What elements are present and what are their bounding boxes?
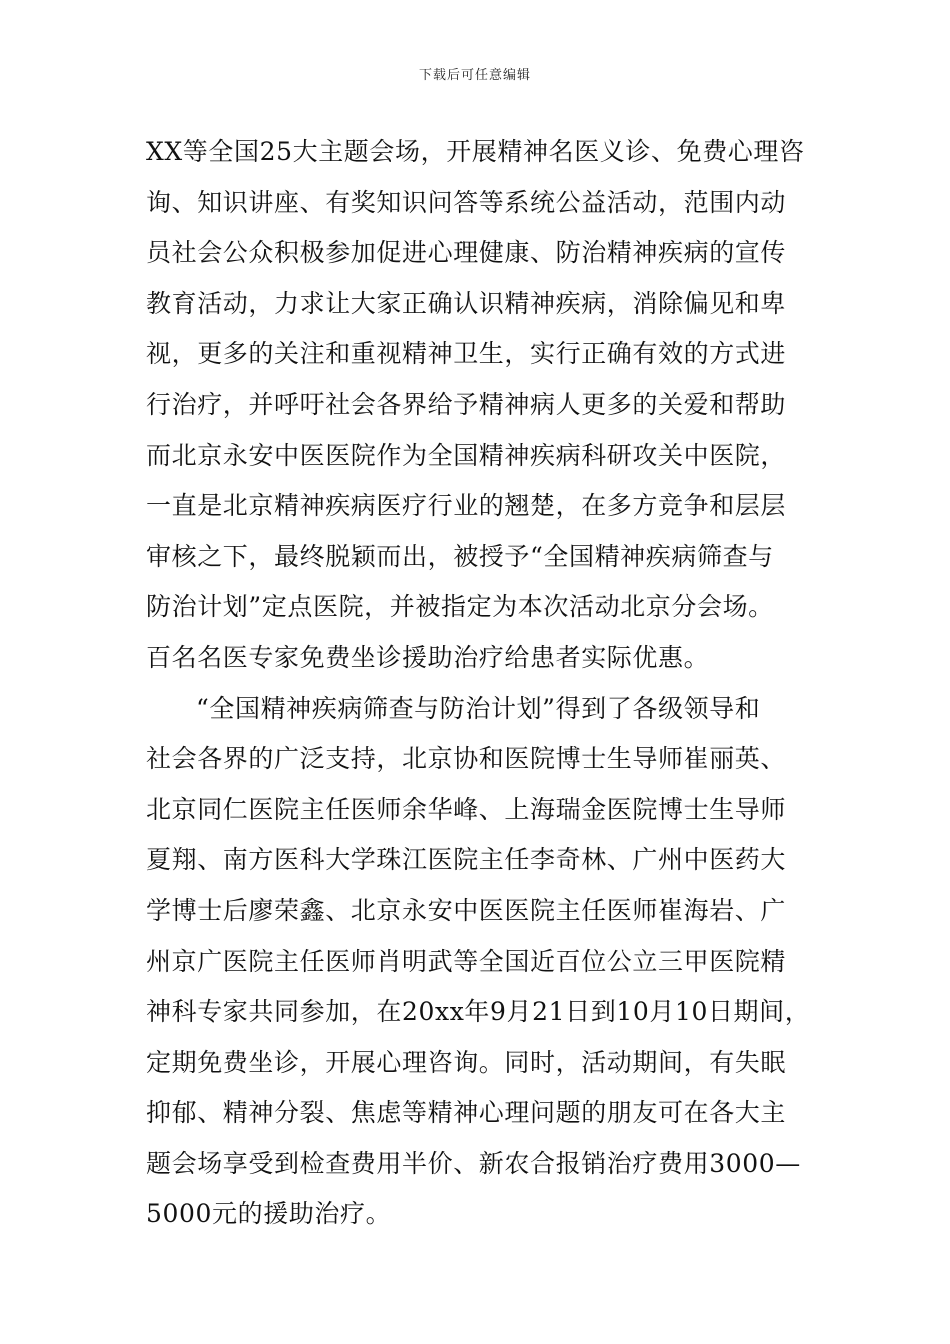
text-line: 神科专家共同参加，在20xx年9月21日到10月10日期间， [146,997,811,1027]
text-line: 社会各界的广泛支持，北京协和医院博士生导师崔丽英、 [146,744,787,774]
text-line: 一直是北京精神疾病医疗行业的翘楚，在多方竞争和层层 [146,491,787,521]
document-body [146,127,816,1240]
text-line: 行治疗，并呼吁社会各界给予精神病人更多的关爱和帮助 [146,389,787,419]
text-line: 夏翔、南方医科大学珠江医院主任李奇林、广州中医药大 [146,845,787,875]
text-line: 定期免费坐诊，开展心理咨询。同时，活动期间，有失眠 [146,1047,787,1077]
text-line: 询、知识讲座、有奖知识问答等系统公益活动，范围内动 [146,187,787,217]
text-line: 视，更多的关注和重视精神卫生，实行正确有效的方式进 [146,339,787,369]
text-line: 百名名医专家免费坐诊援助治疗给患者实际优惠。 [146,642,710,672]
header-note: 下载后可任意编辑 [418,68,531,83]
text-line: 州京广医院主任医师肖明武等全国近百位公立三甲医院精 [146,946,787,976]
text-line: 北京同仁医院主任医师余华峰、上海瑞金医院博士生导师 [146,794,787,824]
text-line: 学博士后廖荣鑫、北京永安中医医院主任医师崔海岩、广 [146,895,787,925]
text-line: 员社会公众积极参加促进心理健康、防治精神疾病的宣传 [146,238,787,268]
text-line: 教育活动，力求让大家正确认识精神疾病，消除偏见和卑 [146,288,787,318]
text-line: 抑郁、精神分裂、焦虑等精神心理问题的朋友可在各大主 [146,1098,787,1128]
text-line: 题会场享受到检查费用半价、新农合报销治疗费用3000— [146,1148,801,1178]
text-line-paragraph-start: “全国精神疾病筛查与防治计划”得到了各级领导和 [196,693,761,723]
text-line: XX等全国25大主题会场，开展精神名医义诊、免费心理咨 [146,137,805,166]
text-line: 而北京永安中医医院作为全国精神疾病科研攻关中医院， [146,440,787,470]
text-line: 审核之下，最终脱颖而出，被授予“全国精神疾病筛查与 [146,541,774,571]
text-line: 防治计划”定点医院，并被指定为本次活动北京分会场。 [146,592,774,622]
text-line: 5000元的援助治疗。 [146,1199,392,1229]
